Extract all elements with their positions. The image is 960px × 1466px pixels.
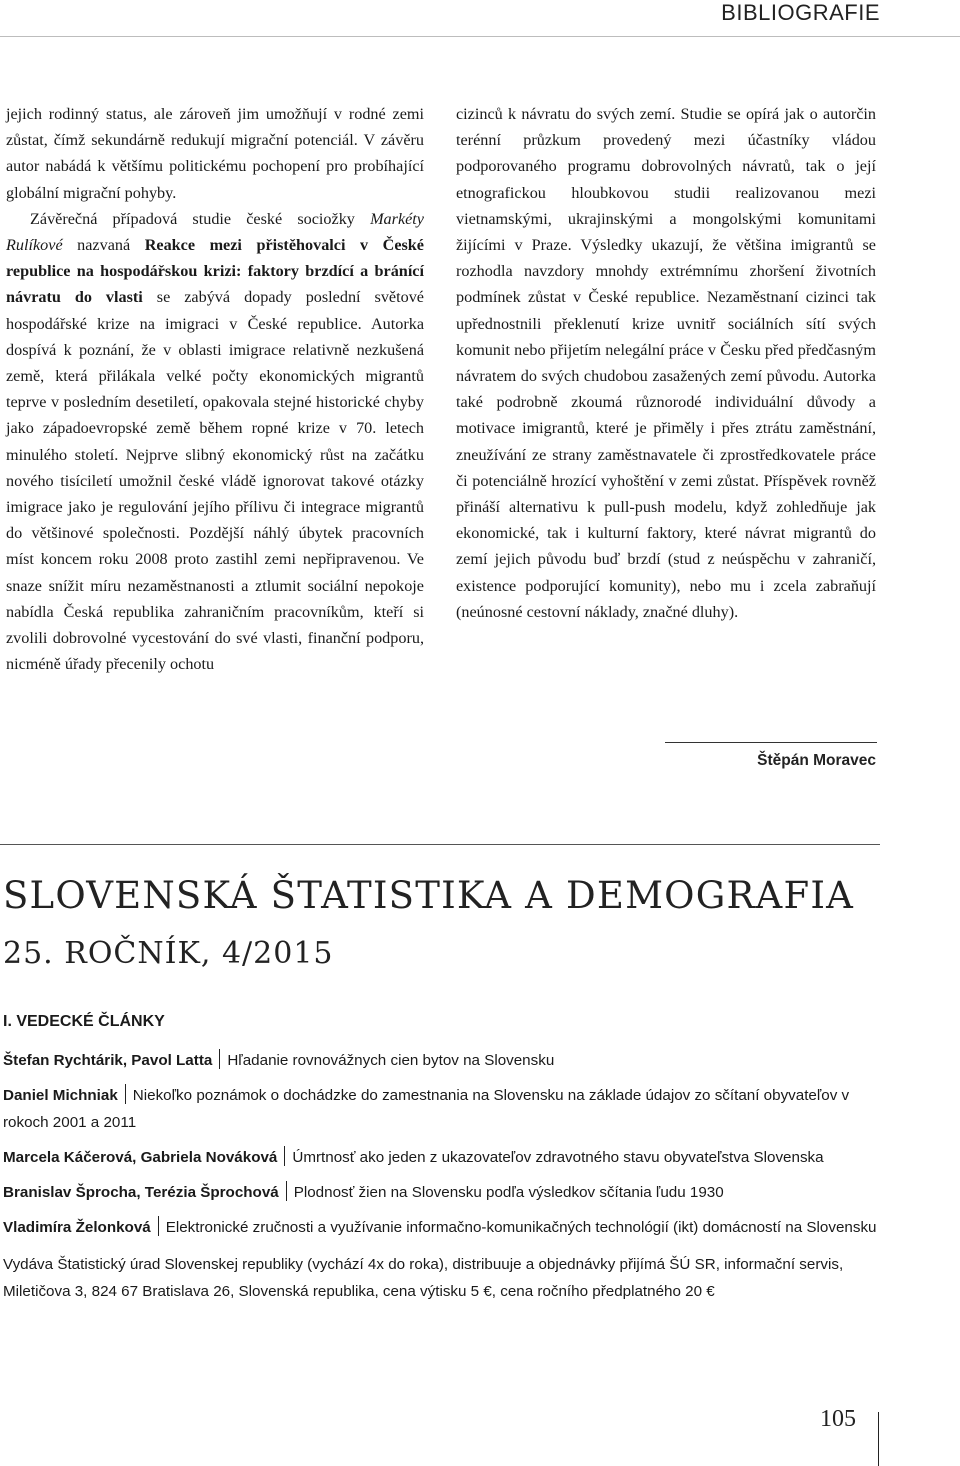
page-number-rule (878, 1412, 879, 1466)
article-title: Elektronické zručnosti a využívanie informačno-komunikačných technológií (ikt) domácností na Slovensku (165, 1219, 877, 1236)
review-text: se zabývá dopady poslední světové hospodářské krize na imigraci v České republice. Autorka dospívá k poznání, že v oblasti imigrace relativně nezkušená země, která přilákala velké počty ekonomických migrantů teprve v posledním desetiletí, opakovala stejné historické chyby jako západoevropské země během ropné krize v 70. letech minulého století. Nejprve slibný ekonomický růst na začátku nového tisíciletí umožnil české vládě ignorovat takové otázky imigrace jako je regulování jejího přílivu či integrace migrantů do většinové společnosti. Pozdější náhlý úbytek pracovních míst koncem roku 2008 proto zastihl zemi nepřipravenou. Ve snaze snížit míru nezaměstnanosti a ztlumit sociální nepokoje nabídla Česká republika zahraničním pracovníkům, kteří si zvolili dobrovolné vycestování do své vlasti, finanční podporu, nicméně úřady přecenily ochotu (6, 288, 424, 674)
page-number: 105 (820, 1406, 856, 1432)
review-left-column (6, 101, 424, 677)
review-paragraph (6, 206, 424, 678)
review-right-column (456, 101, 876, 625)
article-entry (3, 1179, 879, 1206)
section-title: BIBLIOGRAFIE (721, 0, 880, 25)
article-title: Niekoľko poznámok o dochádzke do zamestnania na Slovensku na základe údajov zo sčítaní obyvateľov v rokoch 2001 a 2011 (3, 1087, 850, 1131)
journal-issue: 25. ROČNÍK, 4/2015 (3, 936, 334, 971)
journal-contents (3, 1008, 879, 1305)
article-authors: Branislav Šprocha, Terézia Šprochová (3, 1184, 279, 1201)
article-authors: Marcela Káčerová, Gabriela Nováková (3, 1149, 278, 1166)
review-paragraph: jejich rodinný status, ale zároveň jim umožňují v rodné zemi zůstat, čímž sekundárně redukují migrační potenciál. V závěru autor nabádá k většímu politickému pochopení pro probíhající globální migrační pohyby. (6, 105, 424, 202)
publisher-info: Vydáva Štatistický úrad Slovenskej republiky (vychází 4x do roka), distribuuje a objednávky přijímá ŠÚ SR, informační servis, Miletičova 3, 824 67 Bratislava 26, Slovenská republika, cena výtisku 5 €, cena ročního předplatného 20 € (3, 1256, 844, 1300)
reviewed-author: Markéty Rulíkové (6, 209, 424, 255)
review-signature: Štěpán Moravec (757, 752, 876, 769)
section-divider (0, 844, 880, 845)
article-separator (158, 1216, 159, 1236)
reviewed-chapter-title: Reakce mezi přistěhovalci v České republice na hospodářskou krizi: faktory brzdící a bránící návratu do vlasti (6, 236, 424, 307)
article-authors: Štefan Rychtárik, Pavol Latta (3, 1052, 213, 1069)
article-title: Plodnosť žien na Slovensku podľa výsledkov sčítania ľudu 1930 (293, 1184, 724, 1201)
journal-title: SLOVENSKÁ ŠTATISTIKA A DEMOGRAFIA (3, 874, 855, 917)
review-text: nazvaná (62, 236, 145, 255)
contents-section-heading: I. VEDECKÉ ČLÁNKY (3, 1013, 165, 1030)
review-paragraph: cizinců k návratu do svých zemí. Studie se opírá jak o autorčin terénní průzkum provedený mezi účastníky vládou podporovaného programu dobrovolných návratů, tak o její etnografickou hloubkovou studii realizovanou mezi vietnamskými, ukrajinskými a mongolskými komunitami žijícími v Praze. Výsledky ukazují, že většina imigrantů se rozhodla navzdory mnohdy extrémnímu zhoršení životních podmínek zůstat v České republice. Nezaměstnaní cizinci tak upřednostnili překlenutí krize uvnitř sociálních sítí svých komunit nebo přijetím nelegální práce v Česku před předčasným návratem do svých chudobou zasažených zemí původu. Autorka také podrobně zkoumá různorodé individuální důvody a motivace imigrantů, které je přiměly i přes ztrátu zaměstnání, zneužívání ze strany zaměstnavatele či zprostředkovatele práce či potenciálně hrozící vyhoštění v zemi zůstat. Příspěvek rovněž přináší alternativu k pull-push modelu, když zohledňuje jak ekonomické, tak i kulturní faktory, které návrat migrantů do zemí jejich původu buď brzdí (stud z neúspěchu v zahraničí, existence podporující komunity), nebo mu i zcela zabraňují (neúnosné cestovní náklady, značné dluhy). (456, 105, 876, 621)
review-text: Závěrečná případová studie české sociožky (30, 209, 371, 228)
signature-rule (665, 742, 877, 743)
article-entry (3, 1214, 879, 1241)
article-authors: Vladimíra Želonková (3, 1219, 151, 1236)
article-title: Hľadanie rovnovážnych cien bytov na Slovensku (227, 1052, 555, 1069)
article-separator (125, 1084, 126, 1104)
article-separator (286, 1181, 287, 1201)
article-entry (3, 1047, 879, 1074)
article-separator (284, 1146, 285, 1166)
article-authors: Daniel Michniak (3, 1087, 118, 1104)
article-title: Úmrtnosť ako jeden z ukazovateľov zdravotného stavu obyvateľstva Slovenska (292, 1149, 824, 1166)
article-separator (219, 1049, 220, 1069)
article-entry (3, 1144, 879, 1171)
header-divider (0, 36, 960, 37)
article-entry (3, 1082, 879, 1136)
